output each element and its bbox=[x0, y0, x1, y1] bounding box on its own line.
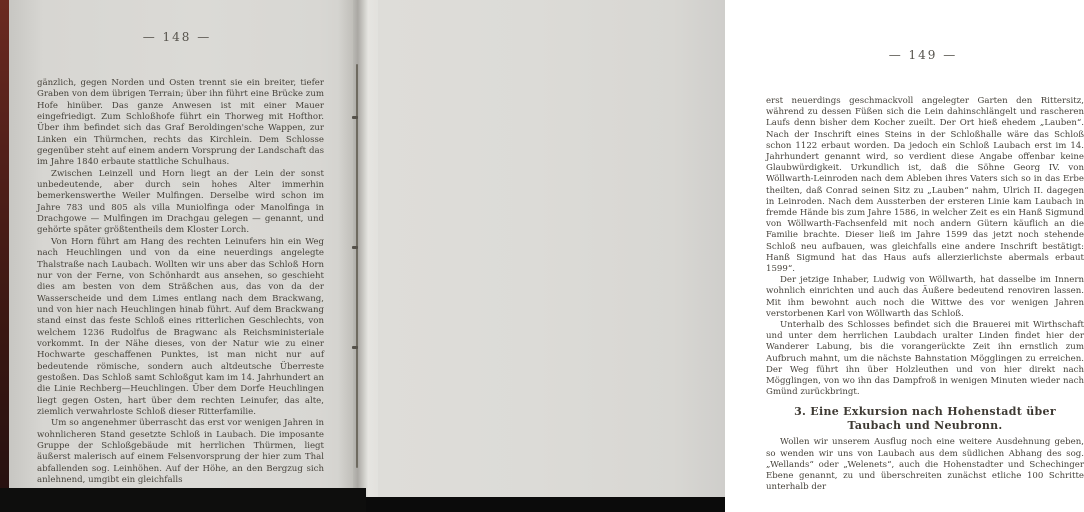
body-paragraph: Unterhalb des Schlosses befindet sich die Brauerei mit Wirthschaft und unter dem herrlichen Laubdach uralter Linden findet hier der Wanderer Labung, bis die vorangerückte Zeit ihn ernstlich zum Aufbruch mahnt, um die nächste Bahnstation Mögglingen zu erreichen. Der Weg führt ihn über Holzleuthen und von hier direkt nach Mögglingen, von wo ihn das Dampfroß in wenigen Minuten wieder nach Gmünd zurückbringt. bbox=[766, 320, 1084, 398]
body-paragraph: gänzlich, gegen Norden und Osten trennt sie ein breiter, tiefer Graben von dem übrigen Terrain; über ihn führt eine Brücke zum Hofe hinüber. Das ganze Anwesen ist mit einer Mauer eingefriedigt. Zum Schloßhofe führt ein Thorweg mit Hofthor. Über ihm befindet sich das Graf Beroldingen'sche Wappen, zur Linken ein Thürmchen, rechts das Kirchlein. Dem Schlosse gegenüber steht auf einem andern Vorsprung der Landschaft das im Jahre 1840 erbaute stattliche Schulhaus. bbox=[37, 78, 324, 168]
binding-stitch-mark bbox=[352, 116, 358, 119]
page-number-148: — 148 — bbox=[142, 30, 212, 44]
body-paragraph: Wollen wir unserem Ausflug noch eine weitere Ausdehnung geben, so wenden wir uns von Laubach aus dem südlichen Abhang des sog. „Wellands“ oder „Welenets“, auch die Hohenstadter und Schechinger Ebene genannt, zu und überschreiten zunächst etliche 100 Schritte unterhalb der bbox=[766, 437, 1084, 493]
body-paragraph: Von Horn führt am Hang des rechten Leinufers hin ein Weg nach Heuchlingen und von da eine neuerdings angelegte Thalstraße nach Laubach. Wollten wir uns aber das Schloß Horn nur von der Ferne, von Schönhardt aus ansehen, so geschieht dies am besten von dem Sträßchen aus, das von da der Wasserscheide und dem Limes entlang nach dem Brackwang, und von hier nach Heuchlingen hinab führt. Auf dem Brackwang stand einst das feste Schloß eines ritterlichen Geschlechts, von welchem 1236 Rudolfus de Bragwanc als Reichsministeriale vorkommt. In der Nähe dieses, von der Natur wie zu einer Hochwarte geschaffenen Punktes, ist man nicht nur auf bedeutende römische, sondern auch altdeutsche Überreste gestoßen. Das Schloß samt Schloßgut kam im 14. Jahrhundert an die Linie Rechberg—Heuchlingen. Über dem Dorfe Heuchlingen liegt gegen Osten, hart über dem rechten Leinufer, das alte, ziemlich verwahrloste Schloß dieser Ritterfamilie. bbox=[37, 236, 324, 417]
binding-stitch-mark bbox=[352, 346, 358, 349]
page-number-149: — 149 — bbox=[888, 48, 958, 62]
body-paragraph: erst neuerdings geschmackvoll angelegter Garten den Rittersitz, während zu dessen Füßen sich die Lein dahinschlängelt und rascheren Laufs denn bisher dem Kocher zueilt. Der Ort hieß ehedem „Lauben“. Nach der Inschrift eines Steins in der Schloßhalle wäre das Schloß schon 1122 erbaut worden. Da jedoch ein Schloß Laubach erst im 14. Jahrhundert genannt wird, so verdient diese Angabe offenbar keine Glaubwürdigkeit. Urkundlich ist, daß die Söhne Georg IV. von Wöllwarth-Leinroden nach dem Ableben ihres Vaters sich so in das Erbe theilten, daß Conrad seinen Sitz zu „Lauben“ nahm, Ulrich II. dagegen in Leinroden. Nach dem Aussterben der ersteren Linie kam Laubach in fremde Hände bis zum Jahre 1586, in welcher Zeit es ein Hanß Sigmund von Wöllwarth-Fachsenfeld mit noch andern Gütern käuflich an die Familie brachte. Dieser ließ im Jahre 1599 das jetzt noch stehende Schloß neu aufbauen, was gleichfalls eine andere Inschrift bestätigt: Hanß Sigmund hat das Haus aufs allerzierlichste abermals erbaut 1599“. bbox=[766, 96, 1084, 275]
page-149 bbox=[378, 0, 1084, 512]
body-paragraph: Um so angenehmer überrascht das erst vor wenigen Jahren in wohnlicheren Stand gesetzte Schloß in Laubach. Die imposante Gruppe der Schloßgebäude mit herrlichen Thürmen, liegt äußerst malerisch auf einem Felsenvorsprung der hier zum Thal abfallenden sog. Leinhöhen. Auf der Höhe, an den Bergzug sich anlehnend, umgibt ein gleichfalls bbox=[37, 418, 324, 486]
binding-stitch-mark bbox=[352, 246, 358, 249]
body-paragraph: Zwischen Leinzell und Horn liegt an der Lein der sonst unbedeutende, aber durch sein hohes Alter immerhin bemerkenswerthe Weiler Mulfingen. Derselbe wird schon im Jahre 783 und 805 als villa Muniolfinga oder Manolfinga in Drachgowe — Mulfingen im Drachgau gelegen — genannt, und gehörte später größtentheils dem Kloster Lorch. bbox=[37, 168, 324, 236]
book-cover-edge-strip bbox=[0, 0, 9, 512]
page-149-text-block bbox=[766, 96, 1084, 494]
page-148 bbox=[9, 0, 353, 512]
section-heading: 3. Eine Exkursion nach Hohenstadt über Taubach und Neubronn. bbox=[794, 405, 1056, 433]
scanner-bottom-bar-left bbox=[0, 488, 366, 512]
spine-stitch-line bbox=[356, 64, 358, 468]
body-paragraph: Der jetzige Inhaber, Ludwig von Wöllwarth, hat dasselbe im Innern wohnlich einrichten und auch das Äußere bedeutend renoviren lassen. Mit ihm bewohnt auch noch die Wittwe des vor wenigen Jahren verstorbenen Karl von Wöllwarth das Schloß. bbox=[766, 275, 1084, 319]
page-148-text-block bbox=[37, 78, 324, 486]
